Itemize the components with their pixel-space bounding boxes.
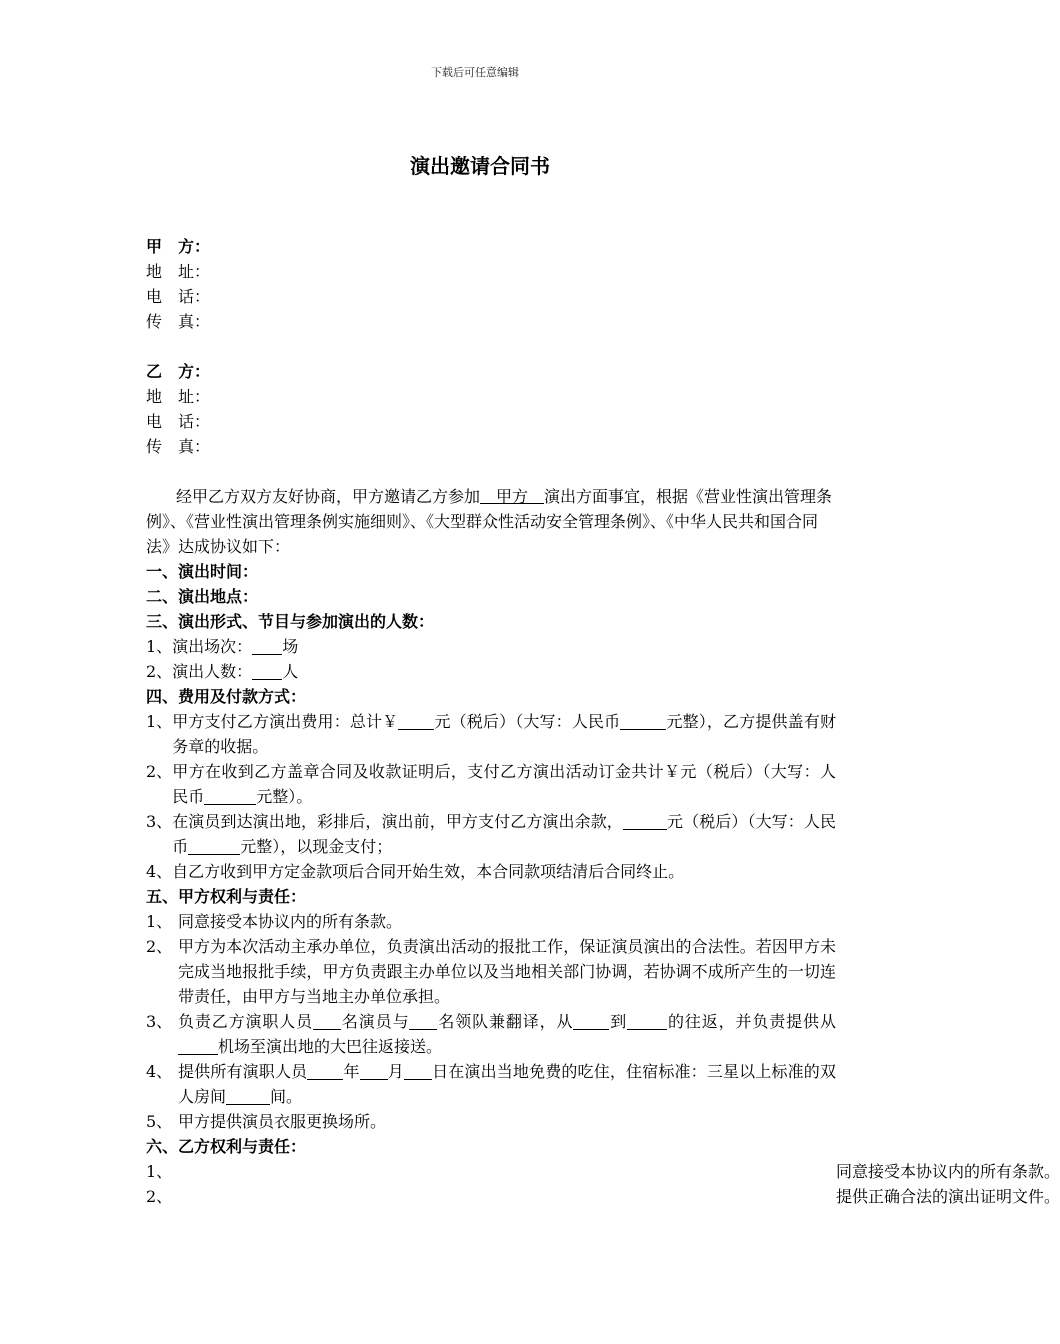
party-a-label: 甲 方：: [146, 237, 211, 256]
list-item: [146, 1184, 1060, 1209]
lodging-standard-text: 日在演出当地免费的吃住，住宿标准：三星以上标准的双人房间: [178, 1062, 836, 1106]
list-item: [146, 634, 836, 659]
list-item: [146, 909, 836, 934]
section-performance-form: 三、演出形式、节目与参加演出的人数：: [146, 612, 435, 631]
leaders-count-blank: [409, 1011, 437, 1030]
item-text: [172, 809, 836, 859]
balance-amount-blank: [623, 811, 667, 830]
deposit-text: 甲方在收到乙方盖章合同及收款证明后，支付乙方演出活动订金共计￥: [172, 762, 681, 781]
item-text: 同意接受本协议内的所有条款。: [178, 912, 403, 931]
party-b-address: 地 址：: [146, 387, 211, 406]
staff-text: 负责乙方演职人员: [178, 1012, 314, 1031]
day-blank: [404, 1061, 432, 1080]
section-party-a-rights: 五、甲方权利与责任：: [146, 887, 307, 906]
item-text: 甲方为本次活动主承办单位，负责演出活动的报批工作，保证演员演出的合法性。若因甲方未完成当地报批手续，甲方负责跟主办单位以及当地相关部门协调，若协调不成所产生的一切连带责任，由甲方与当地主办单位承担。: [178, 937, 836, 1006]
item-text: [172, 709, 836, 759]
rooms-text: 间。: [270, 1087, 303, 1106]
list-item: [146, 659, 836, 684]
intro-text-after: 演出方面事宜，根据《营业性演出管理条例》、《营业性演出管理条例实施细则》、《大型群众性活动安全管理条例》、《中华人民共和国合同法》达成协议如下：: [146, 487, 833, 556]
staff-leaders-text: 名领队兼翻译，从: [437, 1012, 574, 1031]
performers-blank: [252, 661, 282, 680]
performers-count-blank: [313, 1011, 341, 1030]
performers-label: 2、演出人数：: [146, 662, 253, 681]
to-text: 到: [609, 1012, 628, 1031]
item-number: 1、: [146, 1162, 173, 1181]
list-item: [146, 809, 836, 859]
balance-capital-blank: [188, 836, 240, 855]
item-number: 3、: [146, 812, 173, 831]
balance-end-text: 元整），以现金支付；: [240, 837, 393, 856]
fee-capital-text: 元（税后）（大写：人民币: [434, 712, 621, 731]
airport-text: 机场至演出地的大巴往返接送。: [218, 1037, 443, 1056]
list-item: [146, 709, 836, 759]
item-number: 2、: [146, 762, 173, 781]
month-blank: [360, 1061, 388, 1080]
item-text: 甲方提供演员衣服更换场所。: [178, 1112, 387, 1131]
section-fees-payment: 四、费用及付款方式：: [146, 687, 307, 706]
item-number: 2、: [146, 937, 173, 956]
fee-amount-blank: [398, 711, 434, 730]
year-blank: [307, 1061, 343, 1080]
year-text: 年: [343, 1062, 360, 1081]
item-number: 4、: [146, 1062, 173, 1081]
item-text: 提供正确合法的演出证明文件。: [836, 1187, 1060, 1206]
party-b-phone: 电 话：: [146, 412, 211, 431]
contract-body: [146, 234, 1060, 1209]
item-number: 5、: [146, 1112, 173, 1131]
shows-blank: [252, 636, 282, 655]
party-b-fax: 传 真：: [146, 437, 211, 456]
section-performance-venue: 二、演出地点：: [146, 587, 259, 606]
deposit-capital-blank: [204, 786, 256, 805]
month-text: 月: [387, 1062, 404, 1081]
item-number: 1、: [146, 712, 173, 731]
deposit-end-text: 元整）。: [256, 787, 313, 806]
intro-organizer: 甲方: [480, 487, 545, 506]
return-text: 的往返，并负责提供从: [667, 1012, 836, 1031]
list-item: 4、自乙方收到甲方定金款项后合同开始生效，本合同款项结清后合同终止。: [146, 862, 685, 881]
performers-unit: 人: [282, 662, 299, 681]
item-number: 1、: [146, 912, 173, 931]
balance-text: 在演员到达演出地，彩排后，演出前，甲方支付乙方演出余款，: [172, 812, 623, 831]
party-a-fax: 传 真：: [146, 312, 211, 331]
header-note: 下载后可任意编辑: [431, 66, 519, 79]
intro-paragraph: [146, 484, 836, 559]
list-item: [146, 1159, 1060, 1184]
shows-unit: 场: [282, 637, 299, 656]
section-performance-time: 一、演出时间：: [146, 562, 259, 581]
balance-capital-text: 元（税后）（大写：人民币: [172, 812, 836, 856]
deposit-capital-text: 元（税后）（大写：人民币: [172, 762, 836, 806]
lodging-text: 提供所有演职人员: [178, 1062, 308, 1081]
list-item: [146, 1059, 836, 1109]
party-a-phone: 电 话：: [146, 287, 211, 306]
party-a-address: 地 址：: [146, 262, 211, 281]
airport-blank: [178, 1036, 218, 1055]
list-item: [146, 1109, 836, 1134]
document-title: 演出邀请合同书: [410, 154, 550, 178]
fee-receipt-text: 元整），乙方提供盖有财务章的收据。: [172, 712, 836, 756]
item-number: 3、: [146, 1012, 173, 1031]
intro-text-before: 经甲乙方双方友好协商，甲方邀请乙方参加: [176, 487, 481, 506]
fee-total-text: 甲方支付乙方演出费用：总计￥: [172, 712, 399, 731]
item-text: [178, 1059, 836, 1109]
item-number: 2、: [146, 1187, 173, 1206]
staff-performers-text: 名演员与: [341, 1012, 410, 1031]
item-text: [178, 1009, 836, 1059]
to-blank: [627, 1011, 667, 1030]
list-item: [146, 759, 836, 809]
party-b-label: 乙 方：: [146, 362, 211, 381]
list-item: [146, 934, 836, 1009]
rooms-blank: [226, 1086, 270, 1105]
from-blank: [573, 1011, 609, 1030]
item-text: [172, 759, 836, 809]
shows-label: 1、演出场次：: [146, 637, 253, 656]
fee-capital-blank: [620, 711, 666, 730]
list-item: [146, 1009, 836, 1059]
section-party-b-rights: 六、乙方权利与责任：: [146, 1137, 307, 1156]
item-text: 同意接受本协议内的所有条款。: [836, 1162, 1060, 1181]
